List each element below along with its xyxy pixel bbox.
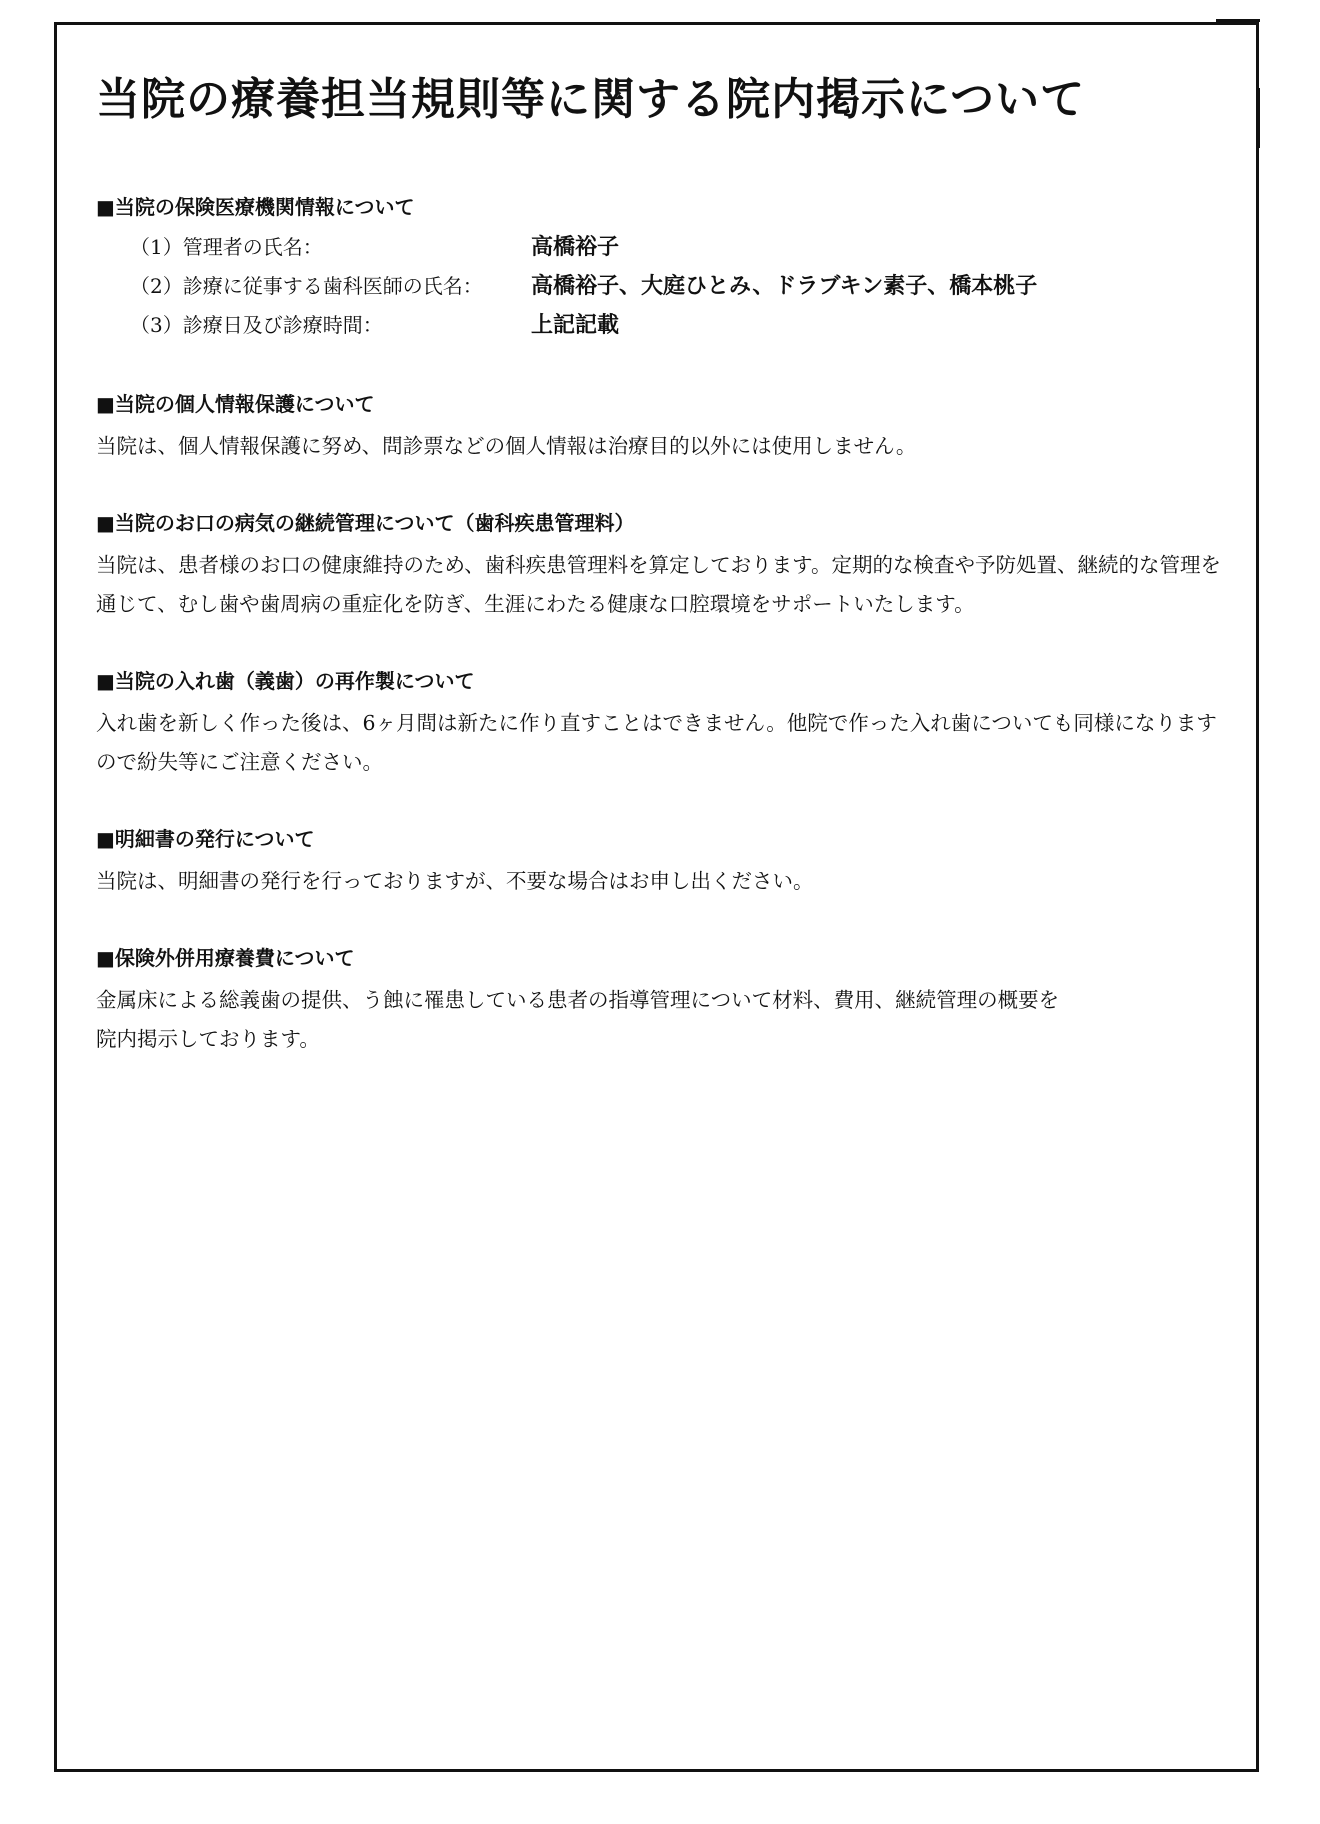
page-title: 当院の療養担当規則等に関する院内掲示について xyxy=(96,74,1086,125)
section-denture-remake xyxy=(96,666,1236,782)
section-body: 当院は、患者様のお口の健康維持のため、歯科疾患管理料を算定しております。定期的な検査や予防処置、継続的な管理を通じて、むし歯や歯周病の重症化を防ぎ、生涯にわたる健康な口腔環境をサポートいたします。 xyxy=(96,553,1222,616)
info-label: （3）診療日及び診療時間： xyxy=(130,313,383,337)
section-body: 当院は、明細書の発行を行っておりますが、不要な場合はお申し出ください。 xyxy=(96,869,814,893)
info-label: （2）診療に従事する歯科医師の氏名： xyxy=(130,274,483,298)
section-heading: ■当院の入れ歯（義歯）の再作製について xyxy=(96,669,475,693)
section-body: 入れ歯を新しく作った後は、6ヶ月間は新たに作り直すことはできません。他院で作った入れ歯についても同様になりますので紛失等にご注意ください。 xyxy=(96,711,1217,774)
border-accent xyxy=(1257,88,1260,148)
section-combined-care xyxy=(96,943,1236,1059)
info-value: 高橋裕子、大庭ひとみ、ドラブキン素子、橋本桃子 xyxy=(531,273,1038,299)
section-heading: ■当院のお口の病気の継続管理について（歯科疾患管理料） xyxy=(96,511,635,535)
section-body: 当院は、個人情報保護に努め、問診票などの個人情報は治療目的以外には使用しません。 xyxy=(96,434,917,458)
section-privacy xyxy=(96,389,1236,466)
info-row-dentists xyxy=(96,269,1236,308)
section-receipt xyxy=(96,824,1236,901)
section-heading: ■保険外併用療養費について xyxy=(96,946,355,970)
corner-mark xyxy=(1216,19,1260,22)
section-heading: ■当院の個人情報保護について xyxy=(96,392,375,416)
section-heading: ■当院の保険医療機関情報について xyxy=(96,195,415,219)
section-heading: ■明細書の発行について xyxy=(96,827,315,851)
section-body-line: 院内掲示しております。 xyxy=(96,1027,320,1051)
notice-content xyxy=(96,70,1236,1101)
info-label: （1）管理者の氏名： xyxy=(130,235,323,259)
section-clinic-info xyxy=(96,192,1236,347)
info-value: 上記記載 xyxy=(531,312,620,338)
section-disease-management xyxy=(96,508,1236,624)
info-value: 高橋裕子 xyxy=(531,234,620,260)
section-body-line: 金属床による総義歯の提供、う蝕に罹患している患者の指導管理について材料、費用、継続管理の概要を xyxy=(96,988,1060,1012)
info-row-manager xyxy=(96,230,1236,269)
info-row-hours xyxy=(96,308,1236,347)
